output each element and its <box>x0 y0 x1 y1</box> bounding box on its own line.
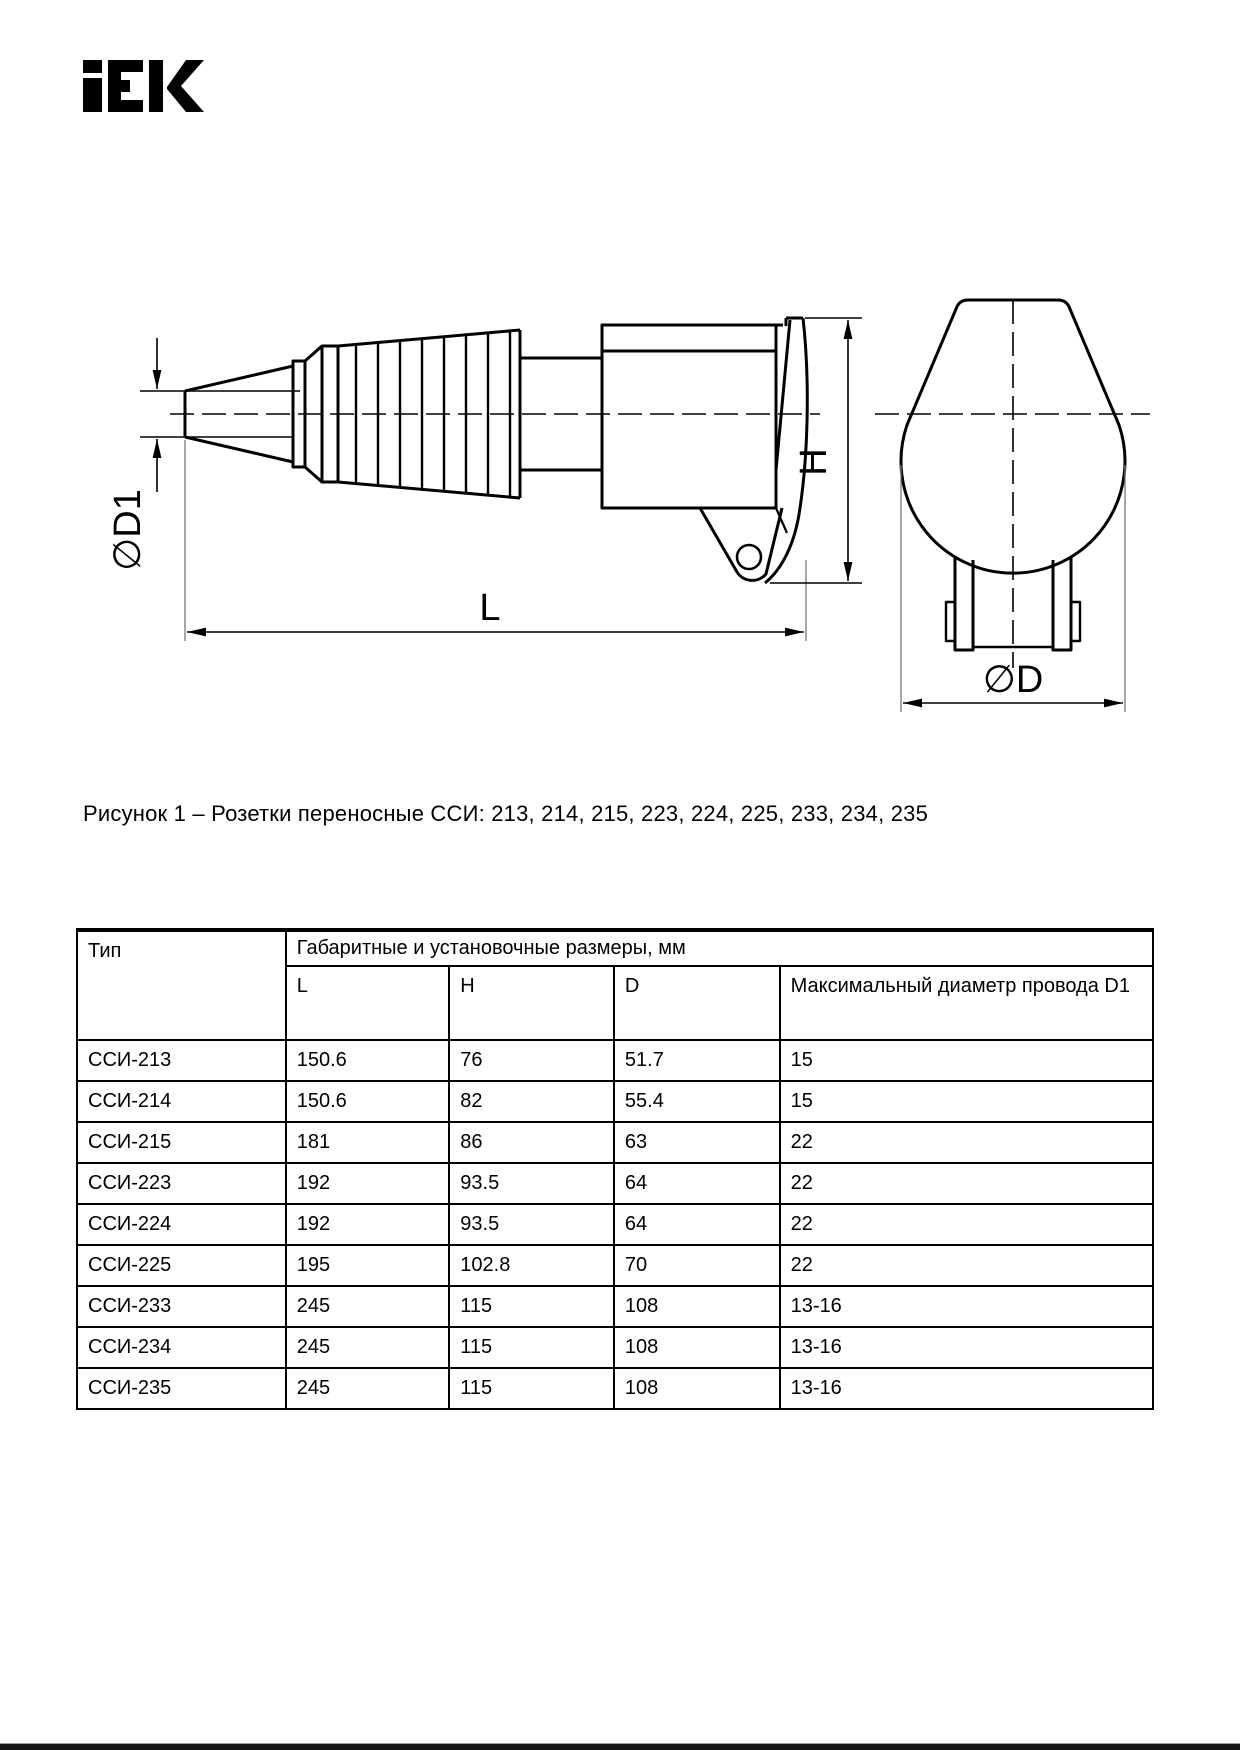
cell-d1: 13-16 <box>780 1368 1153 1409</box>
cell-h: 93.5 <box>449 1163 614 1204</box>
cell-type: ССИ-223 <box>77 1163 286 1204</box>
table-row <box>77 1040 1153 1081</box>
dim-label-d: ∅D <box>982 659 1044 701</box>
col-header-group: Габаритные и установочные размеры, мм <box>286 930 1153 966</box>
cell-d: 64 <box>614 1163 780 1204</box>
cell-type: ССИ-234 <box>77 1327 286 1368</box>
cell-type: ССИ-225 <box>77 1245 286 1286</box>
cell-type: ССИ-213 <box>77 1040 286 1081</box>
dim-label-h: H <box>793 448 835 476</box>
cell-d1: 22 <box>780 1245 1153 1286</box>
cell-d: 108 <box>614 1286 780 1327</box>
cell-type: ССИ-224 <box>77 1204 286 1245</box>
dimensions-table <box>76 928 1154 1410</box>
cell-h: 86 <box>449 1122 614 1163</box>
cell-h: 76 <box>449 1040 614 1081</box>
cell-h: 115 <box>449 1286 614 1327</box>
cell-l: 150.6 <box>286 1081 450 1122</box>
page-bottom-edge <box>0 1743 1240 1750</box>
cell-l: 245 <box>286 1368 450 1409</box>
dim-label-d1: ∅D1 <box>107 489 149 571</box>
cell-type: ССИ-233 <box>77 1286 286 1327</box>
dim-label-l: L <box>479 587 501 629</box>
cell-d1: 15 <box>780 1081 1153 1122</box>
col-header-d: D <box>614 966 780 1040</box>
cell-h: 102.8 <box>449 1245 614 1286</box>
cell-d1: 22 <box>780 1204 1153 1245</box>
cell-l: 192 <box>286 1204 450 1245</box>
col-header-h: H <box>449 966 614 1040</box>
cell-d1: 15 <box>780 1040 1153 1081</box>
cell-d1: 22 <box>780 1163 1153 1204</box>
side-view <box>170 318 820 583</box>
figure-caption: Рисунок 1 – Розетки переносные ССИ: 213, 214, 215, 223, 224, 225, 233, 234, 235 <box>83 801 928 826</box>
cell-l: 245 <box>286 1327 450 1368</box>
cell-d1: 22 <box>780 1122 1153 1163</box>
table-row <box>77 1122 1153 1163</box>
front-view <box>875 300 1150 668</box>
col-header-type: Тип <box>77 930 286 1040</box>
cell-h: 115 <box>449 1327 614 1368</box>
table-row <box>77 1327 1153 1368</box>
cell-l: 181 <box>286 1122 450 1163</box>
cell-l: 150.6 <box>286 1040 450 1081</box>
table-row <box>77 1081 1153 1122</box>
cell-h: 115 <box>449 1368 614 1409</box>
table-row <box>77 1163 1153 1204</box>
cell-h: 82 <box>449 1081 614 1122</box>
cell-d1: 13-16 <box>780 1327 1153 1368</box>
cell-d1: 13-16 <box>780 1286 1153 1327</box>
cell-d: 70 <box>614 1245 780 1286</box>
cell-l: 245 <box>286 1286 450 1327</box>
dimensions <box>107 318 1125 712</box>
table-row <box>77 1204 1153 1245</box>
col-header-l: L <box>286 966 450 1040</box>
col-header-d1: Максимальный диаметр провода D1 <box>780 966 1153 1040</box>
cell-d: 64 <box>614 1204 780 1245</box>
figure-drawing <box>0 0 1240 750</box>
table-row <box>77 1245 1153 1286</box>
table-row <box>77 1286 1153 1327</box>
cell-type: ССИ-214 <box>77 1081 286 1122</box>
cell-h: 93.5 <box>449 1204 614 1245</box>
table-row <box>77 1368 1153 1409</box>
cell-l: 192 <box>286 1163 450 1204</box>
cell-type: ССИ-215 <box>77 1122 286 1163</box>
cell-d: 51.7 <box>614 1040 780 1081</box>
cell-d: 108 <box>614 1368 780 1409</box>
dimension-lines <box>140 318 1123 703</box>
cell-type: ССИ-235 <box>77 1368 286 1409</box>
cell-d: 55.4 <box>614 1081 780 1122</box>
cell-l: 195 <box>286 1245 450 1286</box>
cell-d: 63 <box>614 1122 780 1163</box>
cell-d: 108 <box>614 1327 780 1368</box>
